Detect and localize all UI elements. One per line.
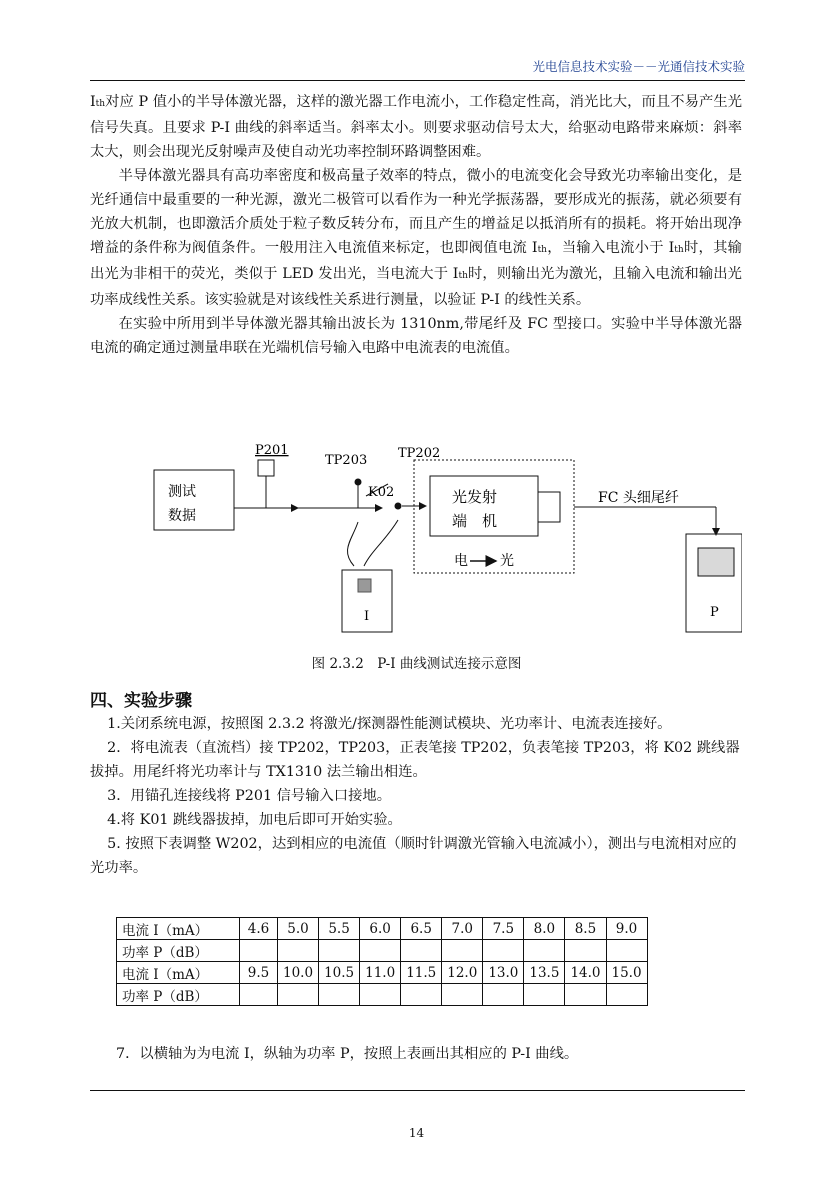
ammeter-label: I bbox=[364, 609, 370, 624]
table-cell-empty bbox=[240, 940, 278, 962]
table-row-current-2 bbox=[117, 962, 648, 984]
table-cell: 14.0 bbox=[565, 962, 606, 984]
table-row-power-2 bbox=[117, 984, 648, 1006]
table-cell-empty bbox=[240, 984, 278, 1006]
table-cell: 13.5 bbox=[524, 962, 565, 984]
table-cell: 8.5 bbox=[565, 918, 606, 940]
p2-text-c: 时，其输出光为非相干的荧光，类似于 LED 发出光，当电流大于 I bbox=[90, 240, 742, 282]
electric-to-light-label bbox=[454, 552, 514, 569]
ammeter bbox=[342, 570, 392, 632]
p1-text-b: 对应 P 值小的半导体激光器，这样的激光器工作电流小，工作稳定性高，消光比大，而且不易产生光信号失真。且要求 P-I 曲线的斜率适当。斜率太小。则要求驱动信号太大，给驱动电路带来麻烦：斜率太大，则会出现光反射噪声及使自动光功率控制环路调整困难。 bbox=[90, 94, 742, 160]
transmitter-label-2: 端 机 bbox=[452, 512, 498, 530]
table-cell-empty bbox=[483, 984, 524, 1006]
elec-label: 电 bbox=[454, 553, 468, 569]
table-row-current-1 bbox=[117, 918, 648, 940]
table-cell: 11.5 bbox=[401, 962, 442, 984]
step-3: 3．用锚孔连接线将 P201 信号输入口接地。 bbox=[107, 788, 391, 804]
probe-wire-1 bbox=[347, 522, 358, 566]
test-data-label-1: 测试 bbox=[168, 484, 196, 500]
transmitter-label-1: 光发射 bbox=[452, 488, 498, 506]
table-cell-empty bbox=[360, 984, 401, 1006]
step-4: 4.将 K01 跳线器拔掉，加电后即可开始实验。 bbox=[107, 812, 402, 828]
table-cell-empty bbox=[319, 984, 360, 1006]
paragraph-3: 在实验中所用到半导体激光器其输出波长为 1310nm,带尾纤及 FC 型接口。实验中半导体激光器电流的确定通过测量串联在光端机信号输入电路中电流表的电流值。 bbox=[90, 316, 742, 356]
table-cell: 7.0 bbox=[442, 918, 483, 940]
table-cell-empty bbox=[565, 984, 606, 1006]
table-cell: 5.0 bbox=[278, 918, 319, 940]
table-cell: 15.0 bbox=[606, 962, 647, 984]
table-cell: 8.0 bbox=[524, 918, 565, 940]
p2-subscript-3: th bbox=[458, 271, 468, 281]
table-cell: 6.0 bbox=[360, 918, 401, 940]
table-cell: 10.0 bbox=[278, 962, 319, 984]
section-title: 四、实验步骤 bbox=[90, 691, 192, 711]
fc-pigtail-label: FC 头细尾纤 bbox=[598, 490, 679, 506]
paragraph-2 bbox=[90, 164, 742, 312]
p1-subscript: th bbox=[95, 99, 106, 109]
power-meter-label: P bbox=[710, 605, 719, 620]
table-cell-empty bbox=[524, 940, 565, 962]
table-cell: 4.6 bbox=[240, 918, 278, 940]
connection-diagram bbox=[90, 440, 742, 640]
p1-text-a: I bbox=[90, 94, 96, 110]
table-cell-empty bbox=[278, 984, 319, 1006]
p2-text-a: 半导体激光器具有高功率密度和极高量子效率的特点，微小的电流变化会导致光功率输出变化，是光纤通信中最重要的一种光源，激光二极管可以看作为一种光学振荡器，要形成光的振荡，就必须要有光放大机制，也即激活介质处于粒子数反转分布，而且产生的增益足以抵消所有的损耗。将开始出现净增益的条件称为阀值条件。一般用注入电流值来标定，也即阀值电流 I bbox=[90, 168, 742, 256]
p2-subscript-1: th bbox=[537, 245, 547, 255]
table-cell: 7.5 bbox=[483, 918, 524, 940]
step-5: 5. 按照下表调整 W202，达到相应的电流值（顺时针调激光管输入电流减小），测出与电流相对应的光功率。 bbox=[90, 836, 737, 876]
table-cell-empty bbox=[565, 940, 606, 962]
procedure-steps bbox=[90, 712, 742, 880]
optical-transmitter-box bbox=[430, 476, 560, 536]
header-title: 光电信息技术实验－－光通信技术实验 bbox=[532, 59, 745, 74]
p2-text-d: 时，则输出光为激光，且输入电流和输出光功率成线性关系。该实验就是对该线性关系进行测量，以验证 P-I 的线性关系。 bbox=[90, 266, 742, 308]
footer-divider bbox=[90, 1090, 745, 1091]
k02-jumper bbox=[355, 479, 427, 510]
table-cell-empty bbox=[442, 984, 483, 1006]
p2-text-b: ，当输入电流小于 I bbox=[546, 240, 675, 256]
row-label: 功率 P（dB） bbox=[117, 940, 240, 962]
p201-connector bbox=[255, 443, 289, 508]
probe-wire-2 bbox=[364, 520, 398, 566]
table-cell: 12.0 bbox=[442, 962, 483, 984]
paragraph-1 bbox=[90, 90, 742, 164]
table-cell: 5.5 bbox=[319, 918, 360, 940]
table-cell-empty bbox=[524, 984, 565, 1006]
table-row-power-1 bbox=[117, 940, 648, 962]
optical-power-meter bbox=[686, 534, 742, 632]
table-cell-empty bbox=[278, 940, 319, 962]
row-label: 功率 P（dB） bbox=[117, 984, 240, 1006]
p2-subscript-2: th bbox=[674, 245, 684, 255]
body-text bbox=[90, 90, 742, 360]
table-cell: 6.5 bbox=[401, 918, 442, 940]
tp203-label: TP203 bbox=[325, 453, 368, 468]
row-label: 电流 I（mA） bbox=[117, 962, 240, 984]
table-cell: 9.5 bbox=[240, 962, 278, 984]
table-cell-empty bbox=[319, 940, 360, 962]
tp202-label: TP202 bbox=[398, 446, 441, 461]
k02-label: K02 bbox=[368, 485, 395, 500]
table-cell-empty bbox=[483, 940, 524, 962]
step-7: 7．以横轴为为电流 I，纵轴为功率 P，按照上表画出其相应的 P-I 曲线。 bbox=[116, 1046, 579, 1062]
table-cell: 13.0 bbox=[483, 962, 524, 984]
table-cell-empty bbox=[606, 984, 647, 1006]
step-1: 1.关闭系统电源，按照图 2.3.2 将激光/探测器性能测试模块、光功率计、电流表连接好。 bbox=[107, 716, 672, 732]
test-data-label-2: 数据 bbox=[168, 508, 196, 524]
row-label: 电流 I（mA） bbox=[117, 918, 240, 940]
table-cell-empty bbox=[360, 940, 401, 962]
page-header bbox=[90, 58, 745, 81]
measurement-table bbox=[116, 917, 648, 1006]
p201-label: P201 bbox=[255, 443, 289, 458]
table-cell-empty bbox=[606, 940, 647, 962]
test-data-box bbox=[154, 470, 234, 530]
step-2: 2．将电流表（直流档）接 TP202，TP203，正表笔接 TP202，负表笔接 TP203，将 K02 跳线器拔掉。用尾纤将光功率计与 TX1310 法兰输出相连。 bbox=[90, 740, 740, 780]
table-cell: 10.5 bbox=[319, 962, 360, 984]
table-cell: 9.0 bbox=[606, 918, 647, 940]
table-cell: 11.0 bbox=[360, 962, 401, 984]
figure-caption: 图 2.3.2 P-I 曲线测试连接示意图 bbox=[311, 656, 522, 672]
page-number: 14 bbox=[408, 1126, 425, 1140]
table-cell-empty bbox=[401, 940, 442, 962]
table-cell-empty bbox=[442, 940, 483, 962]
light-label: 光 bbox=[500, 553, 514, 569]
table-cell-empty bbox=[401, 984, 442, 1006]
